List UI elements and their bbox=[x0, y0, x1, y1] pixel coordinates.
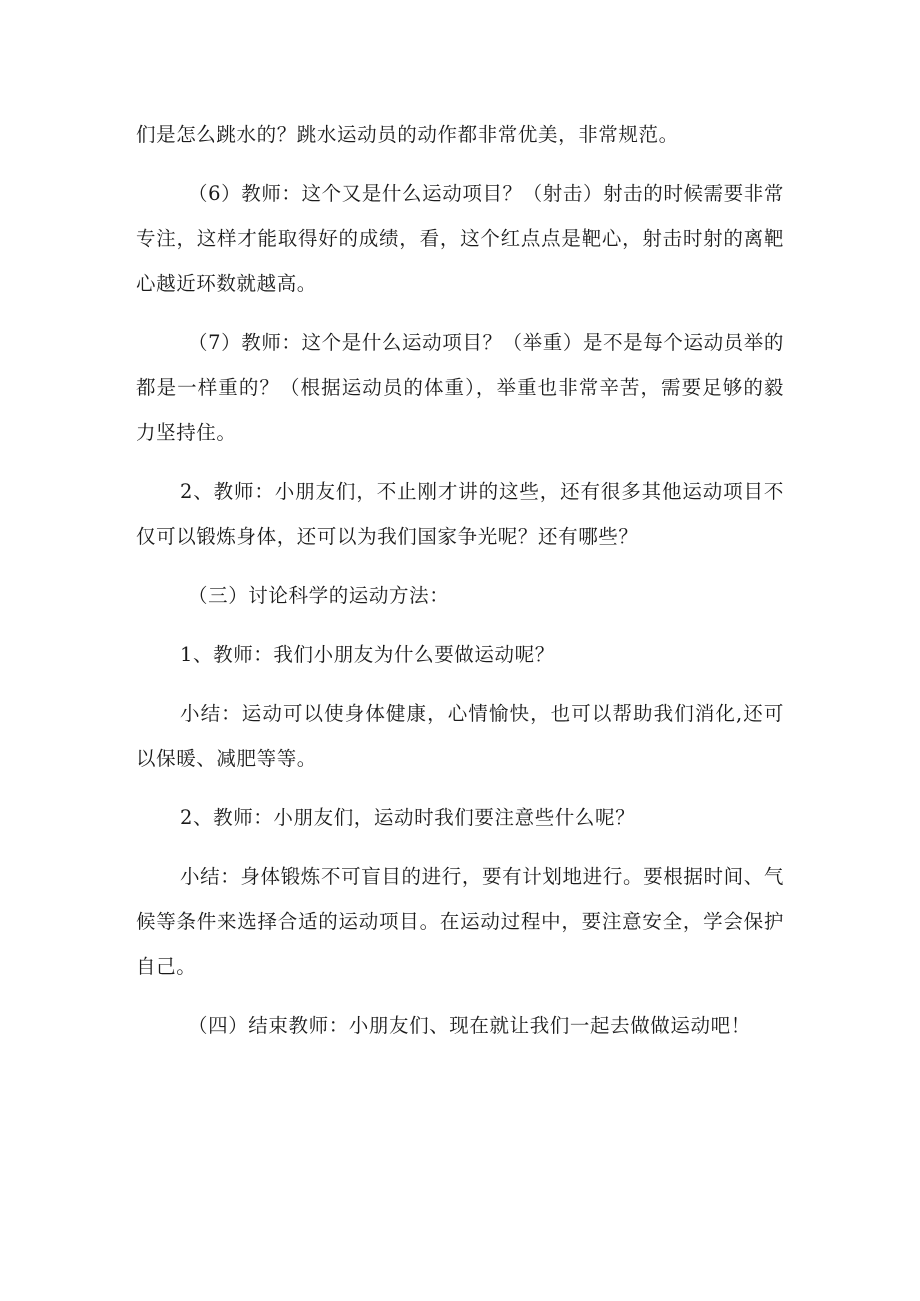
paragraph-weightlifting: （7）教师：这个是什么运动项目？（举重）是不是每个运动员举的都是一样重的？（根据运动员的体重），举重也非常辛苦，需要足够的毅力坚持住。 bbox=[136, 331, 784, 444]
document-body bbox=[136, 112, 784, 1062]
section-heading-ending: （四）结束教师：小朋友们、现在就让我们一起去做做运动吧！ bbox=[188, 1014, 751, 1037]
paragraph-why-exercise: 1、教师：我们小朋友为什么要做运动呢？ bbox=[180, 643, 555, 666]
paragraph-other-sports: 2、教师：小朋友们，不止刚才讲的这些，还有很多其他运动项目不仅可以锻炼身体，还可以为我们国家争光呢？还有哪些？ bbox=[136, 480, 784, 548]
section-heading-methods: （三）讨论科学的运动方法： bbox=[188, 584, 450, 607]
paragraph-diving-continuation: 们是怎么跳水的？跳水运动员的动作都非常优美，非常规范。 bbox=[136, 123, 679, 146]
paragraph-shooting: （6）教师：这个又是什么运动项目？（射击）射击的时候需要非常专注，这样才能取得好的成绩，看，这个红点点是靶心，射击时射的离靶心越近环数就越高。 bbox=[136, 182, 784, 295]
paragraph-attention: 2、教师：小朋友们，运动时我们要注意些什么呢？ bbox=[180, 806, 636, 829]
paragraph-summary-1: 小结：运动可以使身体健康，心情愉快，也可以帮助我们消化,还可以保暖、减肥等等。 bbox=[136, 702, 784, 770]
paragraph-summary-2: 小结：身体锻炼不可盲目的进行，要有计划地进行。要根据时间、气候等条件来选择合适的运动项目。在运动过程中，要注意安全，学会保护自己。 bbox=[136, 865, 784, 978]
